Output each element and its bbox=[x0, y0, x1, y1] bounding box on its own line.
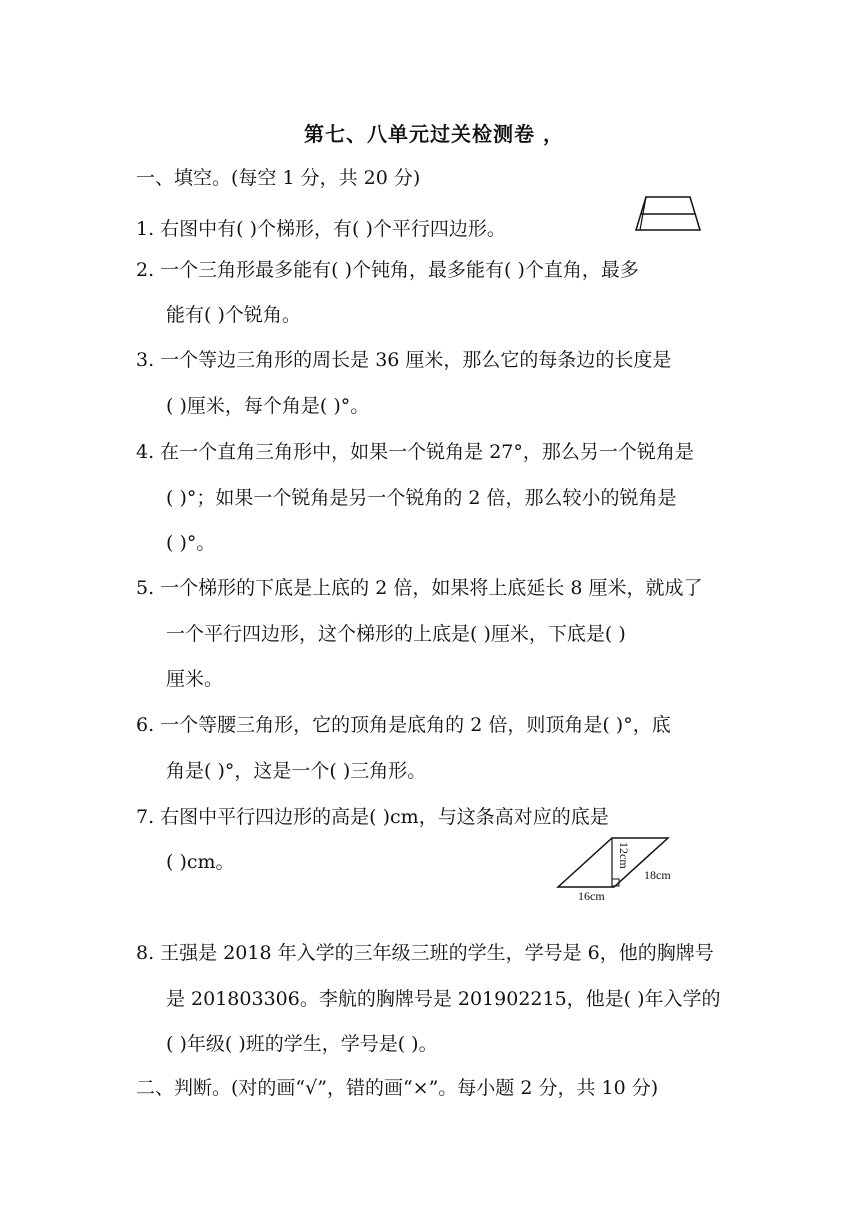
side-label: 18cm bbox=[644, 868, 671, 882]
base-label: 16cm bbox=[578, 889, 605, 903]
section-1-heading: 一、填空。(每空 1 分，共 20 分) bbox=[136, 167, 421, 189]
section-2-heading: 二、判断。(对的画“√”，错的画“×”。每小题 2 分，共 10 分) bbox=[136, 1077, 659, 1099]
question-5-line-3: 厘米。 bbox=[166, 668, 224, 690]
question-8-line-3: ( )年级( )班的学生，学号是( )。 bbox=[166, 1033, 438, 1055]
question-8-line-2: 是 201803306。李航的胸牌号是 201902215，他是( )年入学的 bbox=[166, 988, 721, 1010]
question-7-line-2: ( )cm。 bbox=[166, 851, 235, 873]
question-2-line-2: 能有( )个锐角。 bbox=[166, 304, 301, 326]
question-4-line-3: ( )°。 bbox=[166, 532, 216, 554]
question-5-line-1: 5. 一个梯形的下底是上底的 2 倍，如果将上底延长 8 厘米，就成了 bbox=[136, 577, 703, 599]
question-8-line-1: 8. 王强是 2018 年入学的三年级三班的学生，学号是 6，他的胸牌号 bbox=[136, 942, 714, 964]
question-3-line-1: 3. 一个等边三角形的周长是 36 厘米，那么它的每条边的长度是 bbox=[136, 349, 672, 371]
question-6-line-1: 6. 一个等腰三角形，它的顶角是底角的 2 倍，则顶角是( )°，底 bbox=[136, 714, 671, 736]
question-6-line-2: 角是( )°，这是一个( )三角形。 bbox=[166, 760, 427, 782]
question-3-line-2: ( )厘米，每个角是( )°。 bbox=[166, 395, 370, 417]
question-1: 1. 右图中有( )个梯形，有( )个平行四边形。 bbox=[136, 218, 506, 240]
question-2-line-1: 2. 一个三角形最多能有( )个钝角，最多能有( )个直角，最多 bbox=[136, 259, 639, 281]
question-5-line-2: 一个平行四边形，这个梯形的上底是( )厘米，下底是( ) bbox=[166, 623, 626, 645]
question-4-line-1: 4. 在一个直角三角形中，如果一个锐角是 27°，那么另一个锐角是 bbox=[136, 441, 694, 463]
height-label: 12cm bbox=[617, 842, 631, 869]
page-title: 第七、八单元过关检测卷 ， bbox=[304, 122, 564, 146]
question-7-line-1: 7. 右图中平行四边形的高是( )cm，与这条高对应的底是 bbox=[136, 806, 609, 828]
trapezoid-figure bbox=[634, 194, 704, 234]
question-4-line-2: ( )°；如果一个锐角是另一个锐角的 2 倍，那么较小的锐角是 bbox=[166, 487, 677, 509]
parallelogram-figure bbox=[550, 832, 690, 907]
